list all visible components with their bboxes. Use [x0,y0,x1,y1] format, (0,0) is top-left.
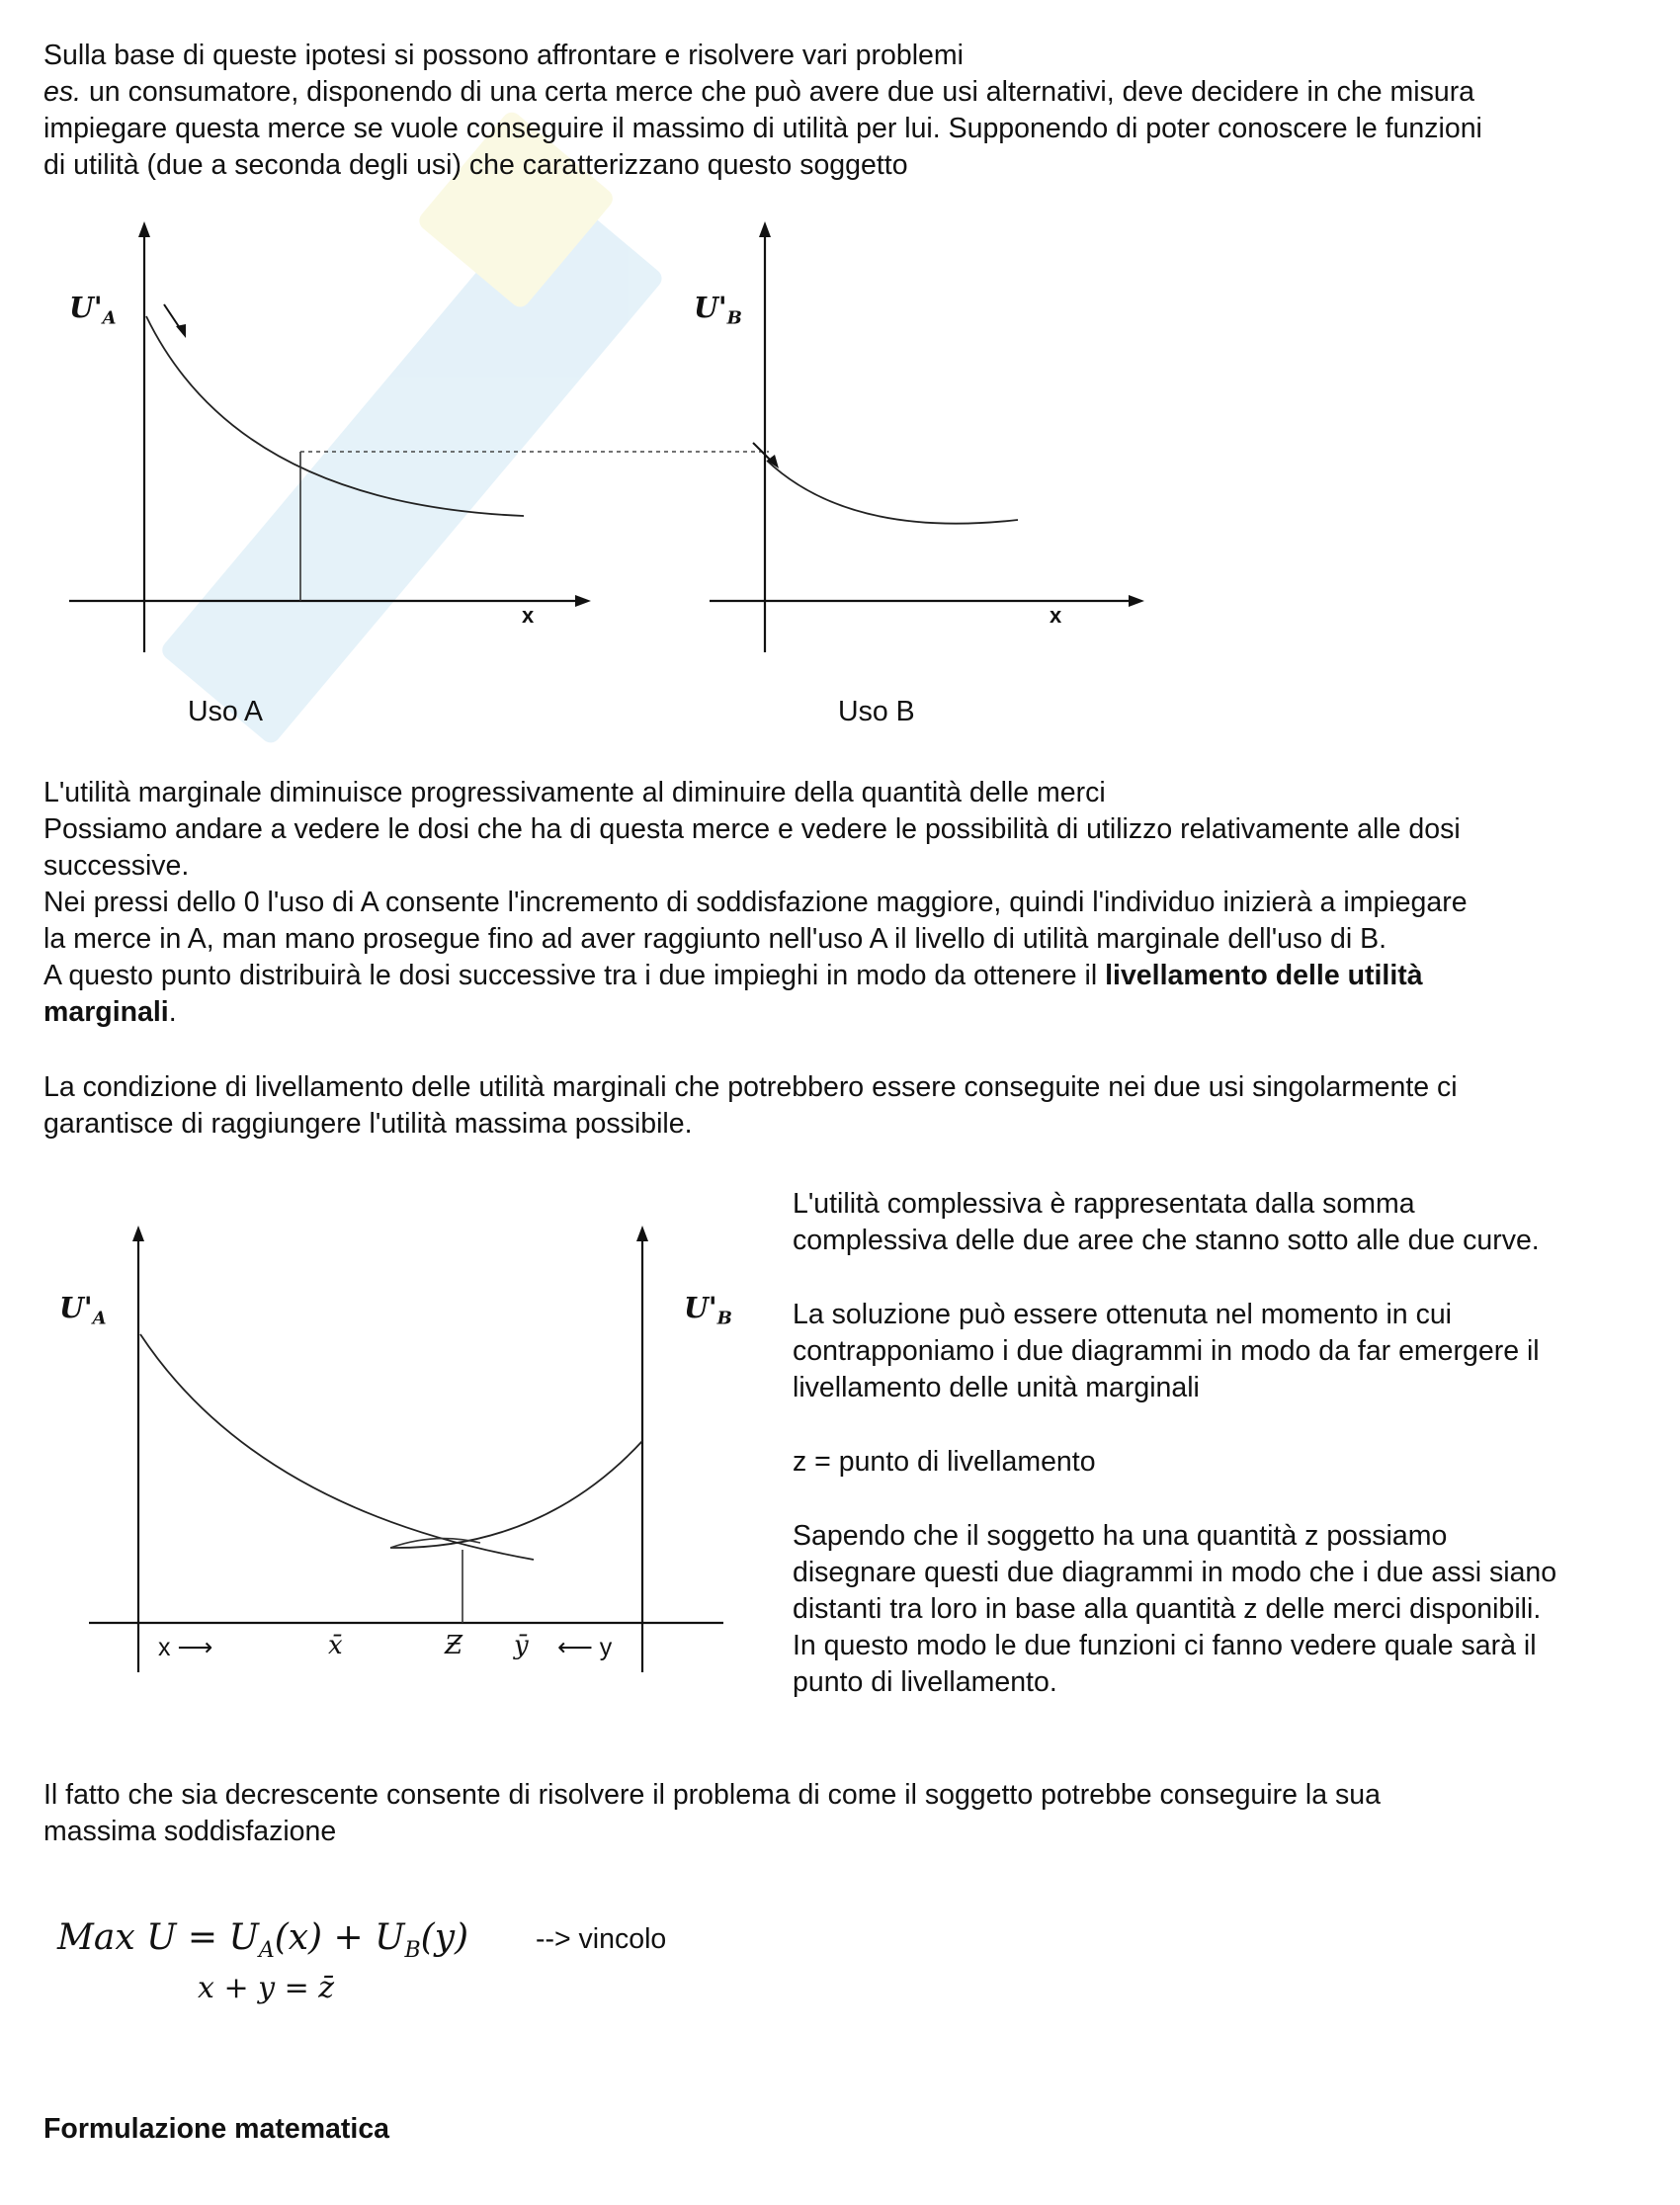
paragraph-decreasing [43,1777,1644,1850]
graph-b-y-label-main: U' [694,291,727,324]
para2-line-7 [43,994,1644,1031]
formula-note: --> vincolo [536,1923,667,1955]
graph-combined [59,1216,672,1690]
side-p4-line-3: distanti tra loro in base alla quantità z delle merci disponibili. [793,1593,1542,1625]
side-p4-line-2: disegnare questi due diagrammi in modo che i due assi siano [793,1557,1557,1588]
intro-line-4: di utilità (due a seconda degli usi) che caratterizzano questo soggetto [43,149,908,181]
graph-b-x-label: x [1050,603,1062,628]
para2-line-6-text: A questo punto distribuirà le dosi successive tra i due impieghi in modo da ottenere il [43,960,1106,991]
graph-b-x-arrow [1129,595,1144,607]
formula-sub-a: A [258,1938,275,1964]
graph2-right-label [684,1291,732,1329]
graph-a-y-arrow [138,221,150,237]
paragraph-leveling-condition [43,1069,1644,1143]
intro-line-3: impiegare questa merce se vuole conseguire il massimo di utilità per lui. Supponendo di poter conoscere le funzioni [43,113,1482,144]
graph2-right-label-sub: B [716,1308,732,1329]
graph-uso-b [702,217,1176,672]
side-text-4 [793,1518,1652,1701]
para3-line-1: La condizione di livellamento delle utilità marginali che potrebbero essere conseguite nei due usi singolarmente ci [43,1071,1458,1103]
side-p2-line-1: La soluzione può essere ottenuta nel momento in cui [793,1299,1453,1330]
graph-a-x-arrow [575,595,591,607]
side-p4-line-5: punto di livellamento. [793,1666,1057,1698]
graph-a-curve [146,316,524,516]
side-p2-line-3: livellamento delle unità marginali [793,1372,1200,1403]
para2-line-6 [43,958,1644,994]
formula-max-u [57,1917,468,1963]
intro-paragraph [43,38,1644,184]
graph-b-y-label [694,291,742,329]
formula-part-1: Max U = U [57,1917,259,1958]
graph-a-y-label-main: U' [69,291,103,324]
graph2-tick-z: Ƶ [445,1631,463,1660]
formula-part-2: (x) + U [274,1917,405,1958]
side-p4-line-1: Sapendo che il soggetto ha una quantità z possiamo [793,1520,1448,1552]
side-text-2 [793,1297,1652,1406]
graph2-left-label-main: U' [59,1291,93,1324]
side-text-1 [793,1186,1652,1259]
paragraph-marginal-utility [43,775,1644,1031]
graph-b-y-arrow [759,221,771,237]
intro-line-2-text: un consumatore, disponendo di una certa merce che può avere due usi alternativi, deve decidere in che misura [81,76,1475,108]
formula-constraint: x + y = z̄ [198,1971,335,2005]
graph2-right-label-main: U' [684,1291,717,1324]
graph-a-caption: Uso A [188,696,264,727]
side-p1-line-2: complessiva delle due aree che stanno sotto alle due curve. [793,1225,1540,1256]
para2-line-1: L'utilità marginale diminuisce progressivamente al diminuire della quantità delle merci [43,777,1106,808]
graph-a-x-label: x [522,603,535,628]
side-text-3 [793,1444,1652,1481]
side-p3-line-1: z = punto di livellamento [793,1446,1096,1478]
side-p4-line-4: In questo modo le due funzioni ci fanno vedere quale sarà il [793,1630,1537,1661]
formula-sub-b: B [404,1938,421,1964]
graph-b-y-label-sub: B [726,307,742,329]
para2-line-2: Possiamo andare a vedere le dosi che ha di questa merce e vedere le possibilità di utilizzo relativamente alle dosi [43,813,1461,845]
graph-a-arrow-marker-head [176,324,186,338]
para2-line-3: successive. [43,850,190,882]
graph2-tick-x: x ⟶ [158,1634,213,1661]
graph2-left-label [59,1291,107,1329]
para4-line-2: massima soddisfazione [43,1816,337,1847]
intro-line-1: Sulla base di queste ipotesi si possono affrontare e risolvere vari problemi [43,40,964,71]
graph-a-y-label-sub: A [102,307,117,329]
graph2-curve-a [140,1334,534,1560]
para2-line-7-text: . [168,996,177,1028]
graph2-tick-ybar: ȳ [514,1631,529,1660]
side-p2-line-2: contrapponiamo i due diagrammi in modo da far emergere il [793,1335,1540,1367]
para2-line-7-bold: marginali [43,996,169,1028]
graph2-left-arrow [132,1226,144,1241]
graph2-tick-y: ⟵ y [557,1634,613,1661]
intro-es: es. [43,76,82,108]
graph2-tick-xbar: x̄ [328,1631,343,1660]
para2-line-6-bold: livellamento delle utilità [1105,960,1423,991]
side-p1-line-1: L'utilità complessiva è rappresentata dalla somma [793,1188,1415,1220]
graph2-left-label-sub: A [92,1308,107,1329]
graph-b-caption: Uso B [838,696,915,727]
para2-line-4: Nei pressi dello 0 l'uso di A consente l'incremento di soddisfazione maggiore, quindi l'individuo inizierà a impiegare [43,887,1468,918]
para2-line-5: la merce in A, man mano prosegue fino ad aver raggiunto nell'uso A il livello di utilità marginale dell'uso di B. [43,923,1387,955]
graph2-right-arrow [636,1226,648,1241]
formula-part-3: (y) [420,1917,469,1958]
para4-line-1: Il fatto che sia decrescente consente di risolvere il problema di come il soggetto potrebbe conseguire la sua [43,1779,1381,1811]
intro-line-2 [43,74,1644,111]
para3-line-2: garantisce di raggiungere l'utilità massima possibile. [43,1108,693,1140]
graph-b-curve [767,461,1018,524]
graph-a-y-label [69,291,117,329]
graph2-curve-b [390,1441,642,1548]
section-heading: Formulazione matematica [43,2113,390,2145]
